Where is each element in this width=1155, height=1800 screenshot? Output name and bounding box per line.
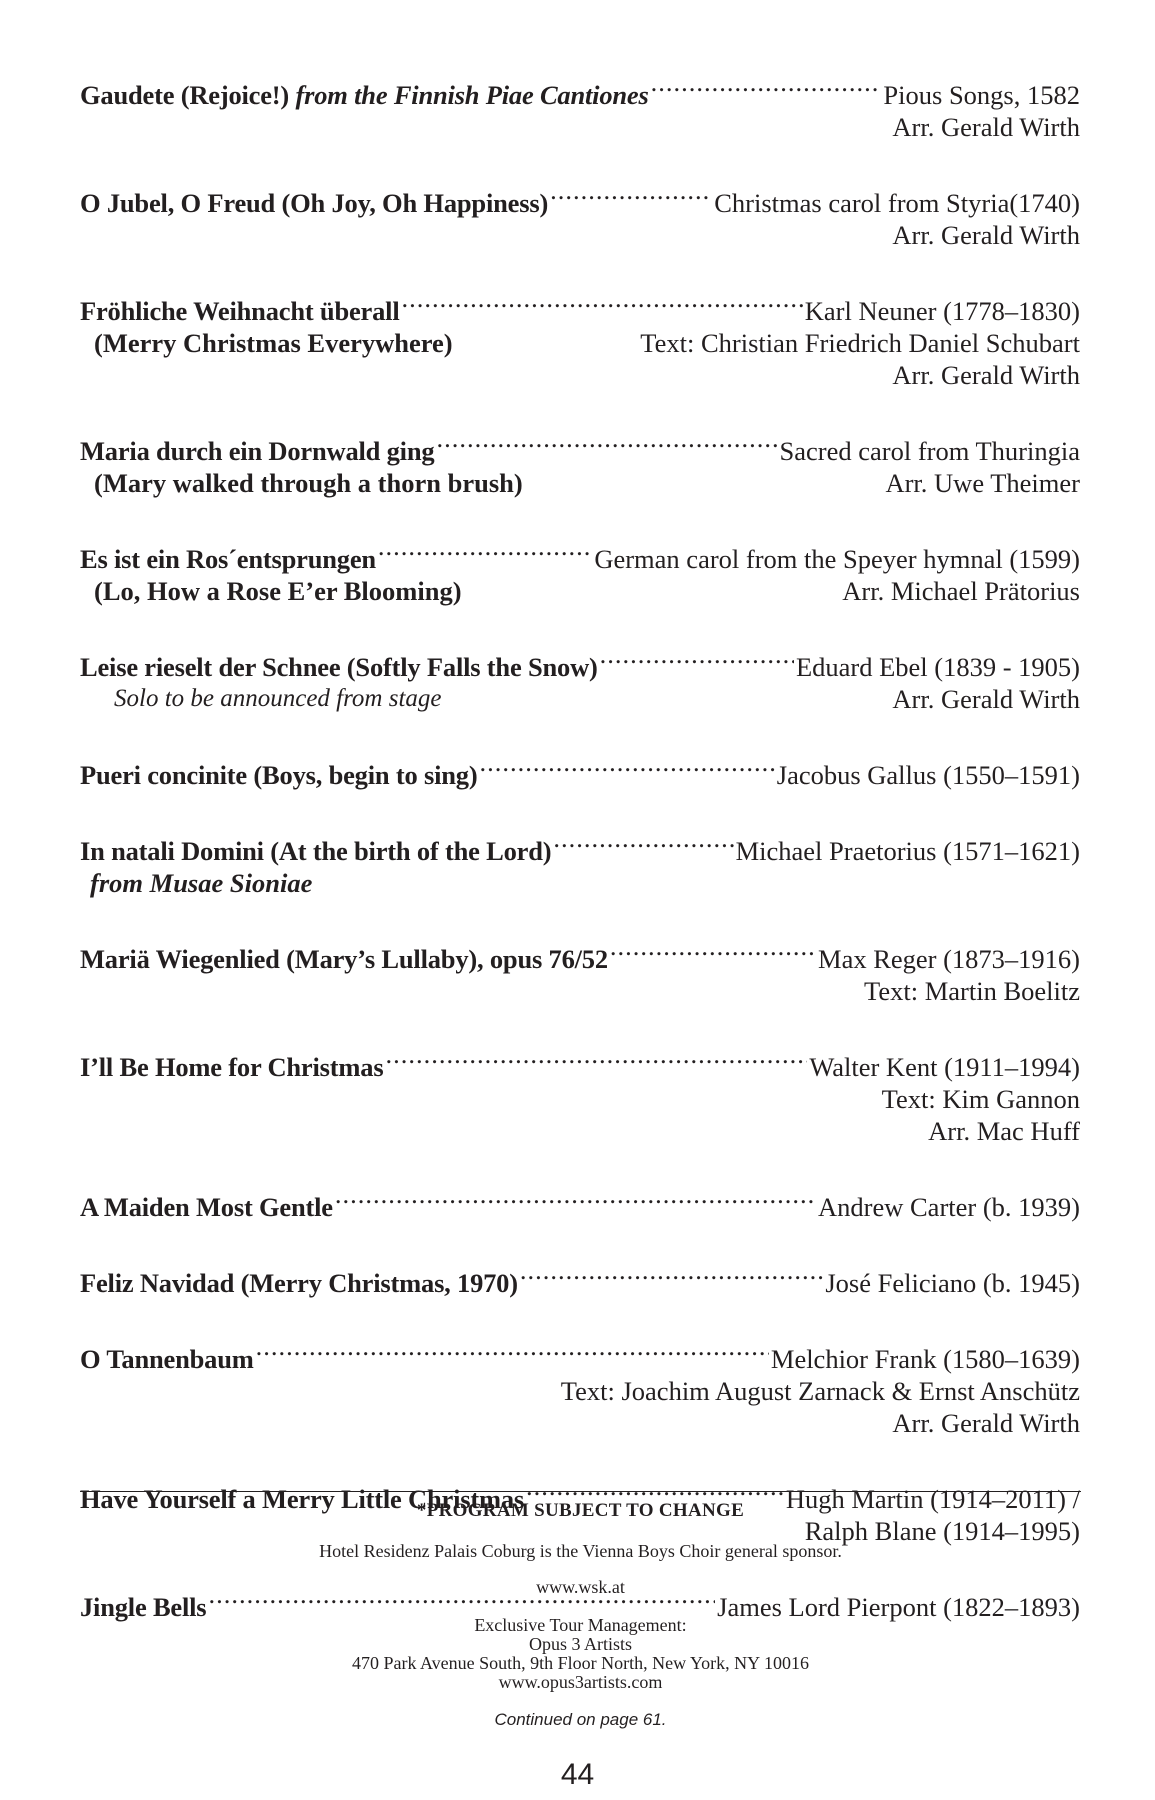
program-entry [80, 536, 1080, 607]
piece-title [80, 295, 399, 327]
program-entry [80, 428, 1080, 499]
piece-title [80, 435, 434, 467]
program-footer [80, 1491, 1081, 1730]
piece-composer: Melchior Frank (1580–1639) [770, 1344, 1080, 1374]
entry-detail-row [80, 683, 1080, 715]
piece-credit: Text: Kim Gannon [881, 1084, 1080, 1114]
dot-leader [385, 1044, 807, 1076]
piece-credit: Arr. Gerald Wirth [892, 684, 1080, 714]
piece-credit: Text: Joachim August Zarnack & Ernst Anschütz [560, 1376, 1080, 1406]
dot-leader [335, 1184, 816, 1216]
entry-title-row [80, 828, 1080, 867]
entry-title-row [80, 72, 1080, 111]
piece-subtitle: from Musae Sioniae [90, 868, 313, 898]
piece-composer: James Lord Pierpont (1822–1893) [717, 1592, 1080, 1622]
piece-composer: Jacobus Gallus (1550–1591) [776, 760, 1080, 790]
sponsor-text: Hotel Residenz Palais Coburg is the Vienna Boys Choir general sponsor. [319, 1541, 842, 1561]
entry-detail-row [80, 1375, 1080, 1407]
piece-title [80, 1051, 383, 1083]
piece-composer: German carol from the Speyer hymnal (1599) [594, 544, 1080, 574]
entry-detail-row [80, 327, 1080, 359]
piece-composer: Hugh Martin (1914–2011) / [785, 1484, 1080, 1514]
management-website[interactable]: www.opus3artists.com [498, 1672, 663, 1692]
piece-subtitle [80, 1375, 94, 1407]
website-link[interactable]: www.wsk.at [536, 1577, 625, 1597]
entry-title-row [80, 288, 1080, 327]
entry-detail-row [80, 1115, 1080, 1147]
entry-title-row [80, 536, 1080, 575]
dot-leader [600, 644, 794, 676]
management-label: Exclusive Tour Management: [474, 1615, 687, 1635]
piece-source: from the Finnish Piae Cantiones [295, 80, 649, 110]
piece-title-text: Jingle Bells [80, 1592, 207, 1622]
piece-title [80, 1191, 333, 1223]
piece-credit: Arr. Gerald Wirth [892, 112, 1080, 142]
entry-detail-row [80, 1083, 1080, 1115]
piece-title [80, 543, 376, 575]
dot-leader [436, 428, 777, 460]
entry-title-row [80, 1044, 1080, 1083]
piece-subtitle [80, 1083, 94, 1115]
entry-detail-row [80, 111, 1080, 143]
piece-subtitle [80, 1115, 94, 1147]
piece-composer: Karl Neuner (1778–1830) [804, 296, 1080, 326]
piece-subtitle [80, 359, 94, 391]
program-entry [80, 752, 1080, 791]
program-entry [80, 1184, 1080, 1223]
piece-title-text: Have Yourself a Merry Little Christmas [80, 1484, 525, 1514]
piece-title [80, 187, 548, 219]
page-number: 44 [560, 1758, 595, 1791]
piece-title-text: Maria durch ein Dornwald ging [80, 436, 435, 466]
program-entry [80, 180, 1080, 251]
program-entry [80, 1044, 1080, 1147]
dot-leader [256, 1336, 769, 1368]
entry-detail-row [80, 467, 1080, 499]
piece-subtitle: (Merry Christmas Everywhere) [94, 328, 453, 358]
entry-title-row [80, 1336, 1080, 1375]
piece-title [80, 835, 551, 867]
program-entry [80, 644, 1080, 715]
continued-note: Continued on page 61. [494, 1710, 667, 1729]
entry-detail-row [80, 359, 1080, 391]
piece-credit: Arr. Gerald Wirth [892, 1408, 1080, 1438]
dot-leader [401, 288, 802, 320]
piece-title-text: Mariä Wiegenlied (Mary’s Lullaby), opus 76/52 [80, 944, 608, 974]
entry-title-row [80, 428, 1080, 467]
entry-detail-row [80, 867, 1080, 899]
piece-title-text: In natali Domini (At the birth of the Lord) [80, 836, 552, 866]
entry-title-row [80, 752, 1080, 791]
program-entry [80, 1336, 1080, 1439]
dot-leader [550, 180, 712, 212]
piece-credit: Arr. Gerald Wirth [892, 360, 1080, 390]
piece-composer: Sacred carol from Thuringia [779, 436, 1080, 466]
entry-detail-row [80, 975, 1080, 1007]
program-list [80, 72, 1080, 1660]
piece-credit: Text: Martin Boelitz [864, 976, 1080, 1006]
piece-title [80, 943, 608, 975]
piece-title-text: O Jubel, O Freud (Oh Joy, Oh Happiness) [80, 188, 549, 218]
program-entry [80, 72, 1080, 143]
piece-composer: Max Reger (1873–1916) [818, 944, 1080, 974]
piece-title [80, 1267, 518, 1299]
piece-composer: Andrew Carter (b. 1939) [818, 1192, 1080, 1222]
piece-title-text: Leise rieselt der Schnee (Softly Falls the Snow) [80, 652, 598, 682]
entry-title-row [80, 180, 1080, 219]
piece-credit: Arr. Mac Huff [928, 1116, 1080, 1146]
piece-subtitle: (Mary walked through a thorn brush) [94, 468, 523, 498]
entry-detail-row [80, 1407, 1080, 1439]
dot-leader [553, 828, 733, 860]
dot-leader [479, 752, 774, 784]
entry-title-row [80, 1184, 1080, 1223]
piece-title [80, 759, 477, 791]
piece-title-text: Es ist ein Ros´entsprungen [80, 544, 376, 574]
management-address: 470 Park Avenue South, 9th Floor North, New York, NY 10016 [352, 1653, 809, 1673]
piece-composer: Christmas carol from Styria(1740) [714, 188, 1080, 218]
management-name: Opus 3 Artists [528, 1634, 633, 1654]
piece-subtitle [80, 1407, 94, 1439]
piece-subtitle [80, 975, 94, 1007]
piece-title [80, 79, 649, 111]
piece-credit: Arr. Michael Prätorius [842, 576, 1080, 606]
entry-detail-row [80, 219, 1080, 251]
piece-subtitle: (Lo, How a Rose E’er Blooming) [94, 576, 462, 606]
piece-subtitle [80, 219, 94, 251]
program-entry [80, 828, 1080, 899]
piece-title-text: A Maiden Most Gentle [80, 1192, 333, 1222]
dot-leader [520, 1260, 823, 1292]
entry-title-row [80, 936, 1080, 975]
entry-title-row [80, 1260, 1080, 1299]
piece-title-text: Fröhliche Weihnacht überall [80, 296, 400, 326]
piece-title-text: Feliz Navidad (Merry Christmas, 1970) [80, 1268, 518, 1298]
piece-title [80, 651, 598, 683]
piece-credit: Arr. Uwe Theimer [885, 468, 1080, 498]
dot-leader [378, 536, 592, 568]
piece-credit: Ralph Blane (1914–1995) [804, 1516, 1080, 1546]
piece-title-text: I’ll Be Home for Christmas [80, 1052, 384, 1082]
piece-composer: Walter Kent (1911–1994) [809, 1052, 1080, 1082]
piece-subtitle: Solo to be announced from stage [114, 685, 442, 712]
piece-composer: José Feliciano (b. 1945) [825, 1268, 1080, 1298]
piece-composer: Michael Praetorius (1571–1621) [735, 836, 1080, 866]
piece-composer: Pious Songs, 1582 [883, 80, 1080, 110]
piece-subtitle [80, 111, 94, 143]
entry-detail-row [80, 575, 1080, 607]
entry-title-row [80, 644, 1080, 683]
piece-credit: Text: Christian Friedrich Daniel Schubart [640, 328, 1080, 358]
program-entry [80, 288, 1080, 391]
dot-leader [651, 72, 882, 104]
piece-title-text: Pueri concinite (Boys, begin to sing) [80, 760, 478, 790]
program-entry [80, 1260, 1080, 1299]
piece-title-text: O Tannenbaum [80, 1344, 254, 1374]
piece-composer: Eduard Ebel (1839 - 1905) [795, 652, 1080, 682]
piece-title [80, 1343, 254, 1375]
program-notice: *PROGRAM SUBJECT TO CHANGE [416, 1500, 745, 1521]
piece-title-text: Gaudete (Rejoice!) [80, 80, 290, 110]
program-entry [80, 936, 1080, 1007]
piece-credit: Arr. Gerald Wirth [892, 220, 1080, 250]
dot-leader [610, 936, 816, 968]
